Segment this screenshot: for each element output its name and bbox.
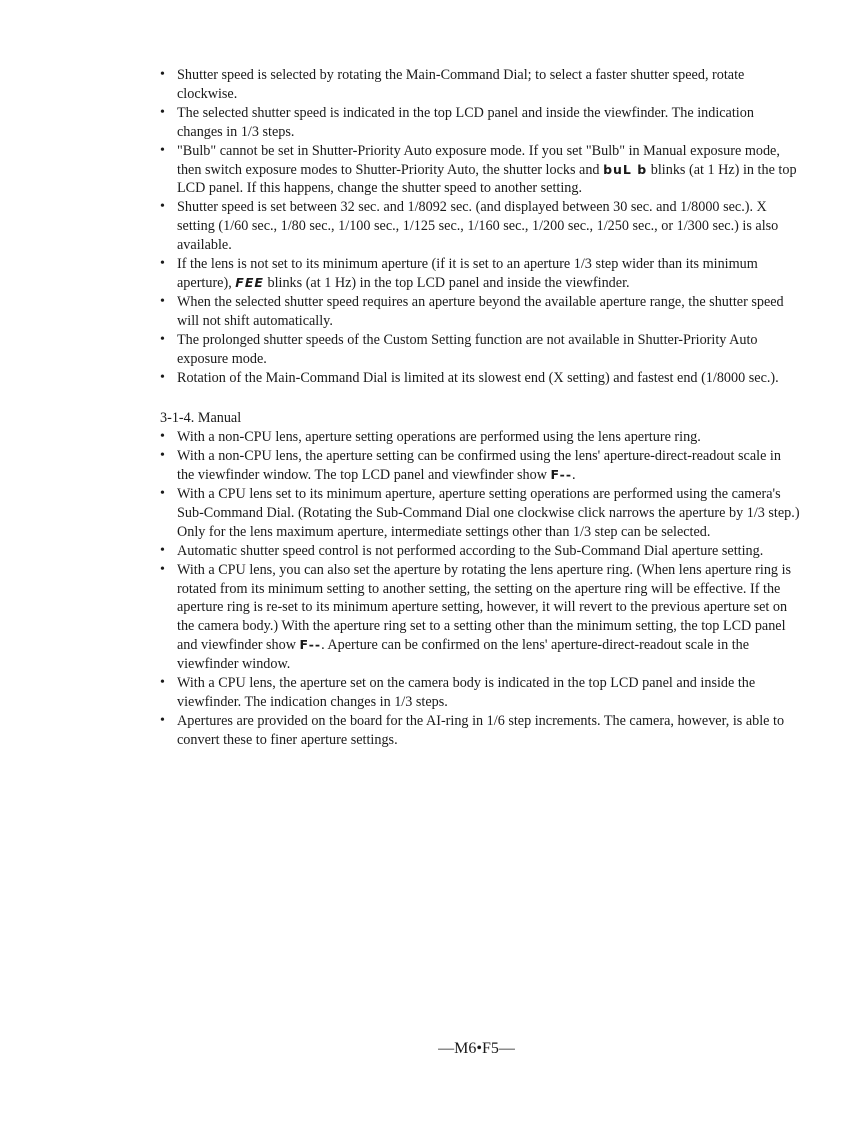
list-item xyxy=(160,104,800,142)
bullet-icon: • xyxy=(160,67,165,82)
list-item-text: blinks (at 1 Hz) in the top LCD panel and inside the viewfinder. xyxy=(263,274,630,291)
list-item-text: . Aperture can be confirmed on the lens' aperture-direct-readout scale in the viewfinder window. xyxy=(177,637,750,673)
list-item-text: "Bulb" cannot be set in Shutter-Priority Auto exposure mode. If you set "Bulb" in Manual exposure mode, then switch exposure modes to Shutter-Priority Auto, the shutter locks and xyxy=(177,142,780,178)
list-item-text: With a non-CPU lens, aperture setting operations are performed using the lens aperture ring. xyxy=(177,429,701,446)
list-item-text: blinks (at 1 Hz) in the top LCD panel. If this happens, change the shutter speed to another setting. xyxy=(177,161,797,197)
bullet-icon: • xyxy=(160,712,165,728)
bullet-icon: • xyxy=(160,486,165,502)
bullet-icon: • xyxy=(160,104,165,120)
section-spacer xyxy=(160,387,800,409)
list-item-text: With a non-CPU lens, the aperture setting can be confirmed using the lens' aperture-direct-readout scale in the viewfinder window. The top LCD panel and viewfinder show xyxy=(177,448,781,484)
bullet-icon: • xyxy=(160,542,165,558)
list-item xyxy=(160,447,800,485)
list-item xyxy=(160,293,800,331)
bullet-icon: • xyxy=(160,369,165,385)
list-item xyxy=(160,198,800,255)
list-item xyxy=(160,142,800,199)
list-item-text: Shutter speed is selected by rotating the Main-Command Dial; to select a faster shutter speed, rotate clockwise. xyxy=(177,67,745,102)
page-footer xyxy=(0,1040,863,1058)
list-item-text: Rotation of the Main-Command Dial is limited at its slowest end (X setting) and fastest end (1/8000 sec.). xyxy=(177,369,779,386)
list-item xyxy=(160,331,800,369)
bullet-icon: • xyxy=(160,675,165,691)
lcd-indicator-f: F-- xyxy=(299,637,322,653)
section-heading: 3-1-4. Manual xyxy=(160,410,242,427)
list-item-text: With a CPU lens, you can also set the aperture by rotating the lens aperture ring. (When lens aperture ring is rotated from its minimum setting to another setting, the setting on the aperture ring will be effective. If the aperture ring is re-set to its minimum aperture setting, however, it will revert to the previous aperture set on the camera body.) With the aperture ring set to a setting other than the minimum setting, the top LCD panel and viewfinder show xyxy=(177,561,792,654)
lcd-indicator-fee: FEE xyxy=(235,274,264,290)
list-item xyxy=(160,485,800,542)
list-item-text: If the lens is not set to its minimum aperture (if it is set to an aperture 1/3 step wider than its minimum aperture), xyxy=(177,256,758,291)
list-item xyxy=(160,66,800,104)
list-item-text: With a CPU lens, the aperture set on the camera body is indicated in the top LCD panel and inside the viewfinder. The indication changes in 1/3 steps. xyxy=(177,675,756,710)
bullet-icon: • xyxy=(160,561,165,577)
document-body xyxy=(160,66,800,750)
bullet-icon: • xyxy=(160,331,165,347)
lcd-indicator-bulb: buL b xyxy=(603,161,648,177)
list-item-text: Automatic shutter speed control is not performed according to the Sub-Command Dial aperture setting. xyxy=(177,542,764,559)
list-item xyxy=(160,255,800,293)
bullet-icon: • xyxy=(160,142,165,158)
list-item-text: . xyxy=(572,467,576,484)
list-item-text: The selected shutter speed is indicated in the top LCD panel and inside the viewfinder. The indication changes in 1/3 steps. xyxy=(177,104,754,140)
list-item xyxy=(160,674,800,712)
list-item xyxy=(160,712,800,750)
list-item xyxy=(160,542,800,561)
bullet-list-manual xyxy=(160,428,800,749)
list-item-text: With a CPU lens set to its minimum aperture, aperture setting operations are performed using the camera's Sub-Command Dial. (Rotating the Sub-Command Dial one clockwise click narrows the aperture by 1/3 step.) Only for the lens maximum aperture, intermediate settings other than 1/3 step can be selected. xyxy=(177,486,800,540)
list-item-text: Apertures are provided on the board for the AI-ring in 1/6 step increments. The camera, however, is able to convert these to finer aperture settings. xyxy=(177,712,785,748)
bullet-icon: • xyxy=(160,199,165,215)
bullet-icon: • xyxy=(160,293,165,309)
lcd-indicator-f: F-- xyxy=(550,467,573,483)
list-item-text: When the selected shutter speed requires an aperture beyond the available aperture range, the shutter speed will not shift automatically. xyxy=(177,293,784,329)
bullet-list-shutter-priority xyxy=(160,66,800,387)
list-item-text: Shutter speed is set between 32 sec. and 1/8092 sec. (and displayed between 30 sec. and 1/8000 sec.). X setting (1/60 sec., 1/80 sec., 1/100 sec., 1/125 sec., 1/160 sec., 1/200 sec., 1/250 sec., or 1/300 sec.) is also available. xyxy=(177,199,779,254)
list-item xyxy=(160,428,800,447)
list-item xyxy=(160,369,800,388)
list-item-text: The prolonged shutter speeds of the Custom Setting function are not available in Shutter-Priority Auto exposure mode. xyxy=(177,331,758,367)
list-item xyxy=(160,561,800,674)
bullet-icon: • xyxy=(160,256,165,272)
page-number: —M6•F5— xyxy=(438,1040,515,1057)
bullet-icon: • xyxy=(160,429,165,445)
bullet-icon: • xyxy=(160,448,165,464)
